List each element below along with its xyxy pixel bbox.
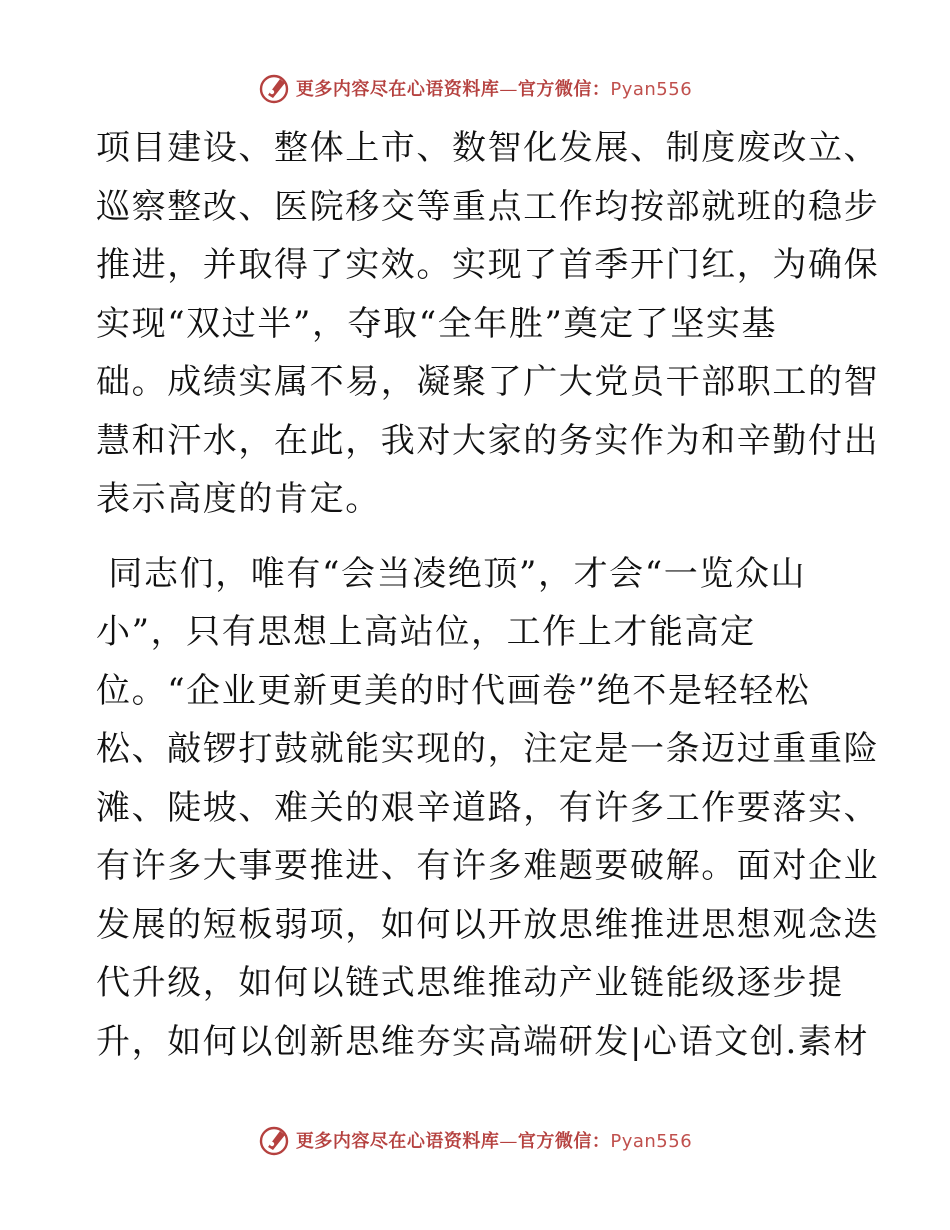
text-line: 推进，并取得了实效。实现了首季开门红，为确保 [96,245,880,285]
banner-title: 更多内容尽在心语资料库 [295,1131,500,1152]
paragraph [96,119,880,529]
header-banner [0,70,950,106]
text-line: 同志们，唯有“会当凌绝顶”，才会“一览众山 [96,553,807,594]
text-line: 发展的短板弱项，如何以开放思维推进思想观念迭 [96,904,880,945]
text-line: 小”，只有思想上高站位，工作上才能高定 [96,612,756,652]
banner-dash: — [499,79,518,100]
banner-wechat-label: 官方微信： [517,79,611,100]
text-line: 表示高度的肯定。 [96,479,381,519]
banner-title: 更多内容尽在心语资料库 [295,79,500,100]
text-line: 慧和汗水，在此，我对大家的务实作为和辛勤付出 [96,420,880,461]
text-line: 实现“双过半”，夺取“全年胜”奠定了坚实基 [96,303,778,344]
banner-wechat-label: 官方微信： [517,1131,611,1152]
banner-wechat-id: Pyan556 [610,79,693,100]
footer-banner [0,1122,950,1158]
pen-nib-circle-icon [258,1123,292,1157]
banner-wechat-id: Pyan556 [610,1131,693,1152]
paragraph [96,545,880,1072]
document-body [96,119,880,1071]
paragraph-gap [96,529,856,545]
text-line: 础。成绩实属不易，凝聚了广大党员干部职工的智 [96,362,880,402]
text-line: 代升级，如何以链式思维推动产业链能级逐步提 [96,963,844,1003]
banner-dash: — [499,1131,518,1152]
pen-nib-circle-icon [258,71,292,105]
text-line: 滩、陡坡、难关的艰辛道路，有许多工作要落实、 [96,787,880,828]
text-line: 升，如何以创新思维夯实高端研发|心语文创.素材 [96,1021,870,1062]
text-line: 巡察整改、医院移交等重点工作均按部就班的稳步 [96,186,880,227]
text-line: 项目建设、整体上市、数智化发展、制度废改立、 [96,128,880,168]
text-line: 位。“企业更新更美的时代画卷”绝不是轻轻松 [96,670,811,711]
text-line: 松、敲锣打鼓就能实现的，注定是一条迈过重重险 [96,729,880,769]
text-line: 有许多大事要推进、有许多难题要破解。面对企业 [96,846,880,886]
